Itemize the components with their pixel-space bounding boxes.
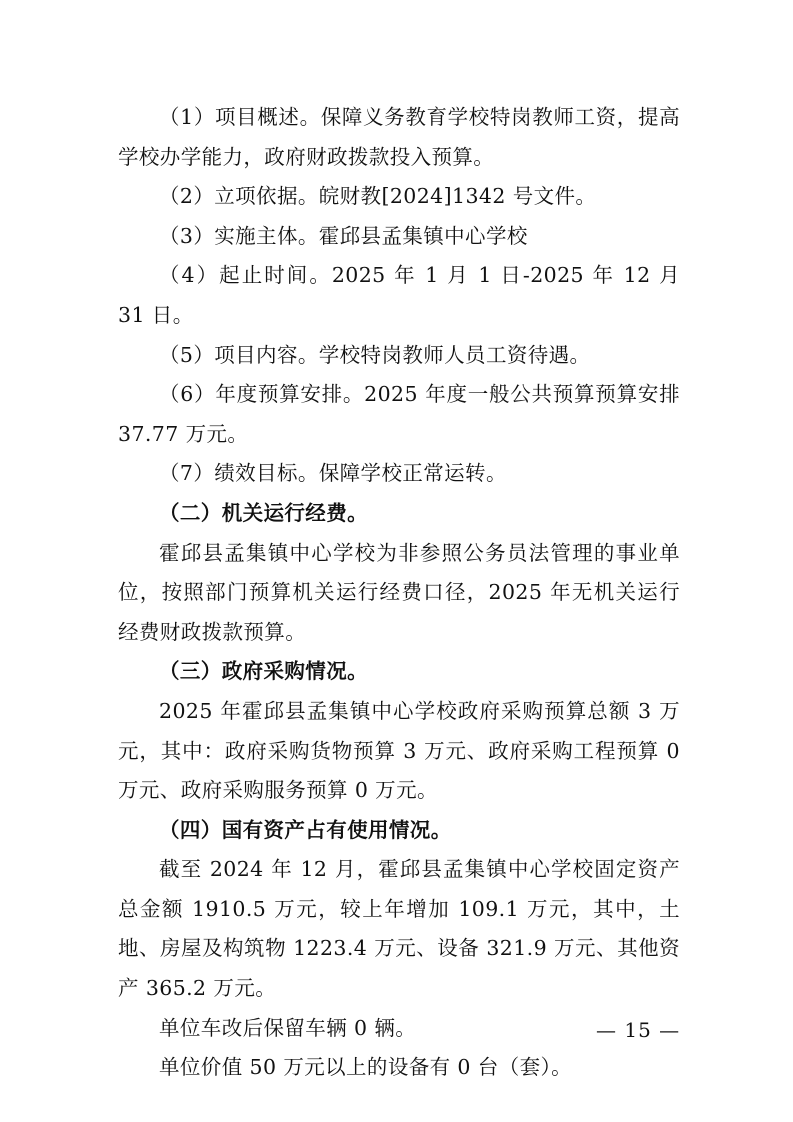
paragraph-implementer: （3）实施主体。霍邱县孟集镇中心学校 bbox=[159, 223, 528, 248]
section-heading-procurement: （三）政府采购情况。 bbox=[159, 659, 368, 684]
paragraph-project-basis: （2）立项依据。皖财教[2024]1342 号文件。 bbox=[159, 184, 597, 209]
paragraph-period: （4）起止时间。2025 年 1 月 1 日-2025 年 12 月 31 日。 bbox=[118, 263, 680, 327]
section-heading-state-assets: （四）国有资产占有使用情况。 bbox=[159, 817, 452, 842]
page-number: — 15 — bbox=[596, 1018, 681, 1042]
paragraph-performance-goal: （7）绩效目标。保障学校正常运转。 bbox=[159, 461, 507, 486]
document-body bbox=[118, 98, 680, 1088]
paragraph-project-content: （5）项目内容。学校特岗教师人员工资待遇。 bbox=[159, 342, 591, 367]
paragraph-procurement: 2025 年霍邱县孟集镇中心学校政府采购预算总额 3 万元，其中：政府采购货物预算 3 万元、政府采购工程预算 0 万元、政府采购服务预算 0 万元。 bbox=[118, 698, 680, 803]
section-heading-operating-expenses: （二）机关运行经费。 bbox=[159, 500, 368, 525]
paragraph-project-overview: （1）项目概述。保障义务教育学校特岗教师工资，提高学校办学能力，政府财政拨款投入预算。 bbox=[118, 105, 680, 169]
paragraph-vehicles: 单位车改后保留车辆 0 辆。 bbox=[159, 1015, 417, 1040]
paragraph-equipment: 单位价值 50 万元以上的设备有 0 台（套）。 bbox=[159, 1055, 573, 1080]
paragraph-annual-budget: （6）年度预算安排。2025 年度一般公共预算预算安排 37.77 万元。 bbox=[118, 382, 680, 446]
paragraph-state-assets: 截至 2024 年 12 月，霍邱县孟集镇中心学校固定资产总金额 1910.5 万元，较上年增加 109.1 万元，其中，土地、房屋及构筑物 1223.4 万元、设备 321.9 万元、其他资产 365.2 万元。 bbox=[118, 857, 680, 1001]
paragraph-operating-expenses: 霍邱县孟集镇中心学校为非参照公务员法管理的事业单位，按照部门预算机关运行经费口径，2025 年无机关运行经费财政拨款预算。 bbox=[118, 540, 680, 644]
